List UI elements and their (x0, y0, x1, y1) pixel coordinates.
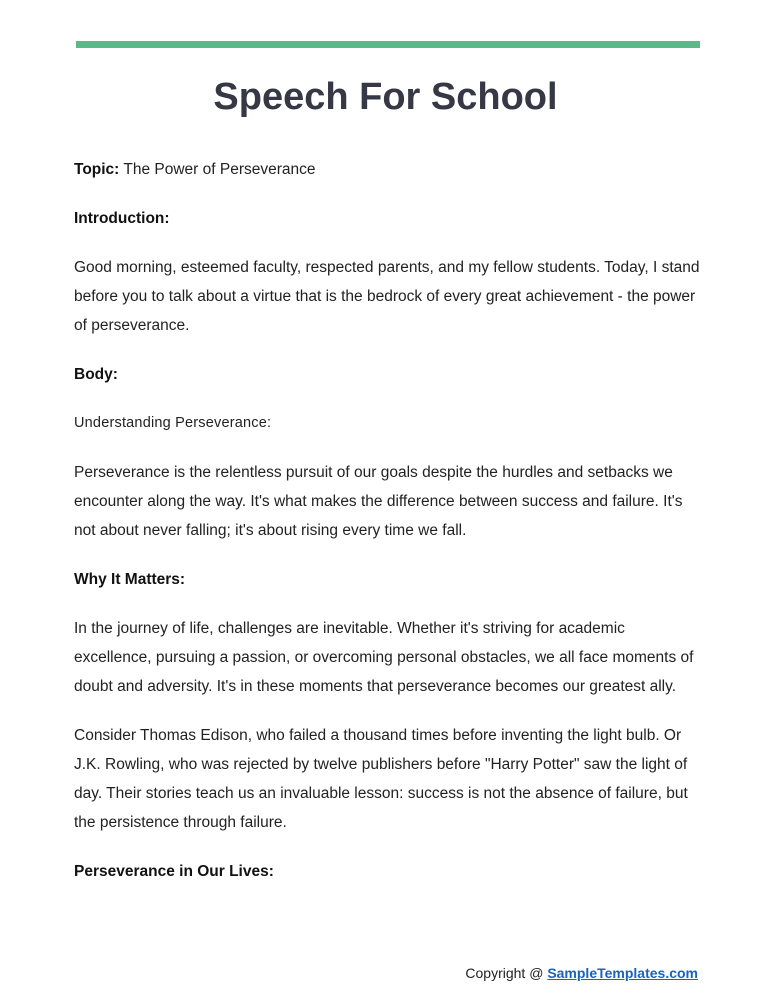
introduction-paragraph: Good morning, esteemed faculty, respected parents, and my fellow students. Today, I stand before you to talk about a virtue that is the bedrock of every great achievement - the power of perseverance. (74, 259, 700, 334)
understanding-paragraph: Perseverance is the relentless pursuit of our goals despite the hurdles and setbacks we encounter along the way. It's what makes the difference between success and failure. It's not about never falling; it's about rising every time we fall. (74, 464, 683, 539)
lives-heading: Perseverance in Our Lives: (74, 863, 274, 880)
copyright-footer (465, 960, 698, 986)
why-heading: Why It Matters: (74, 571, 186, 588)
page-title: Speech For School (213, 76, 558, 118)
understanding-heading: Understanding Perseverance: (74, 415, 272, 431)
body-heading: Body: (74, 366, 118, 383)
why-paragraph: In the journey of life, challenges are inevitable. Whether it's striving for academic excellence, pursuing a passion, or overcoming personal obstacles, we all face moments of doubt and adversity. It's in these moments that perseverance becomes our greatest ally. (74, 620, 694, 695)
topic-label: Topic: (74, 161, 120, 178)
copyright-text: Copyright @ (465, 965, 548, 981)
examples-paragraph: Consider Thomas Edison, who failed a thousand times before inventing the light bulb. Or J.K. Rowling, who was rejected by twelve publishers before "Harry Potter" saw the light of day. Their stories teach us an invaluable lesson: success is not the absence of failure, but the persistence through failure. (74, 727, 688, 831)
document-body (74, 155, 704, 906)
sampletemplates-link[interactable]: SampleTemplates.com (547, 965, 698, 981)
introduction-heading: Introduction: (74, 210, 170, 227)
topic-line (74, 155, 704, 184)
top-accent-bar (76, 41, 700, 48)
topic-value: The Power of Perseverance (123, 161, 316, 178)
